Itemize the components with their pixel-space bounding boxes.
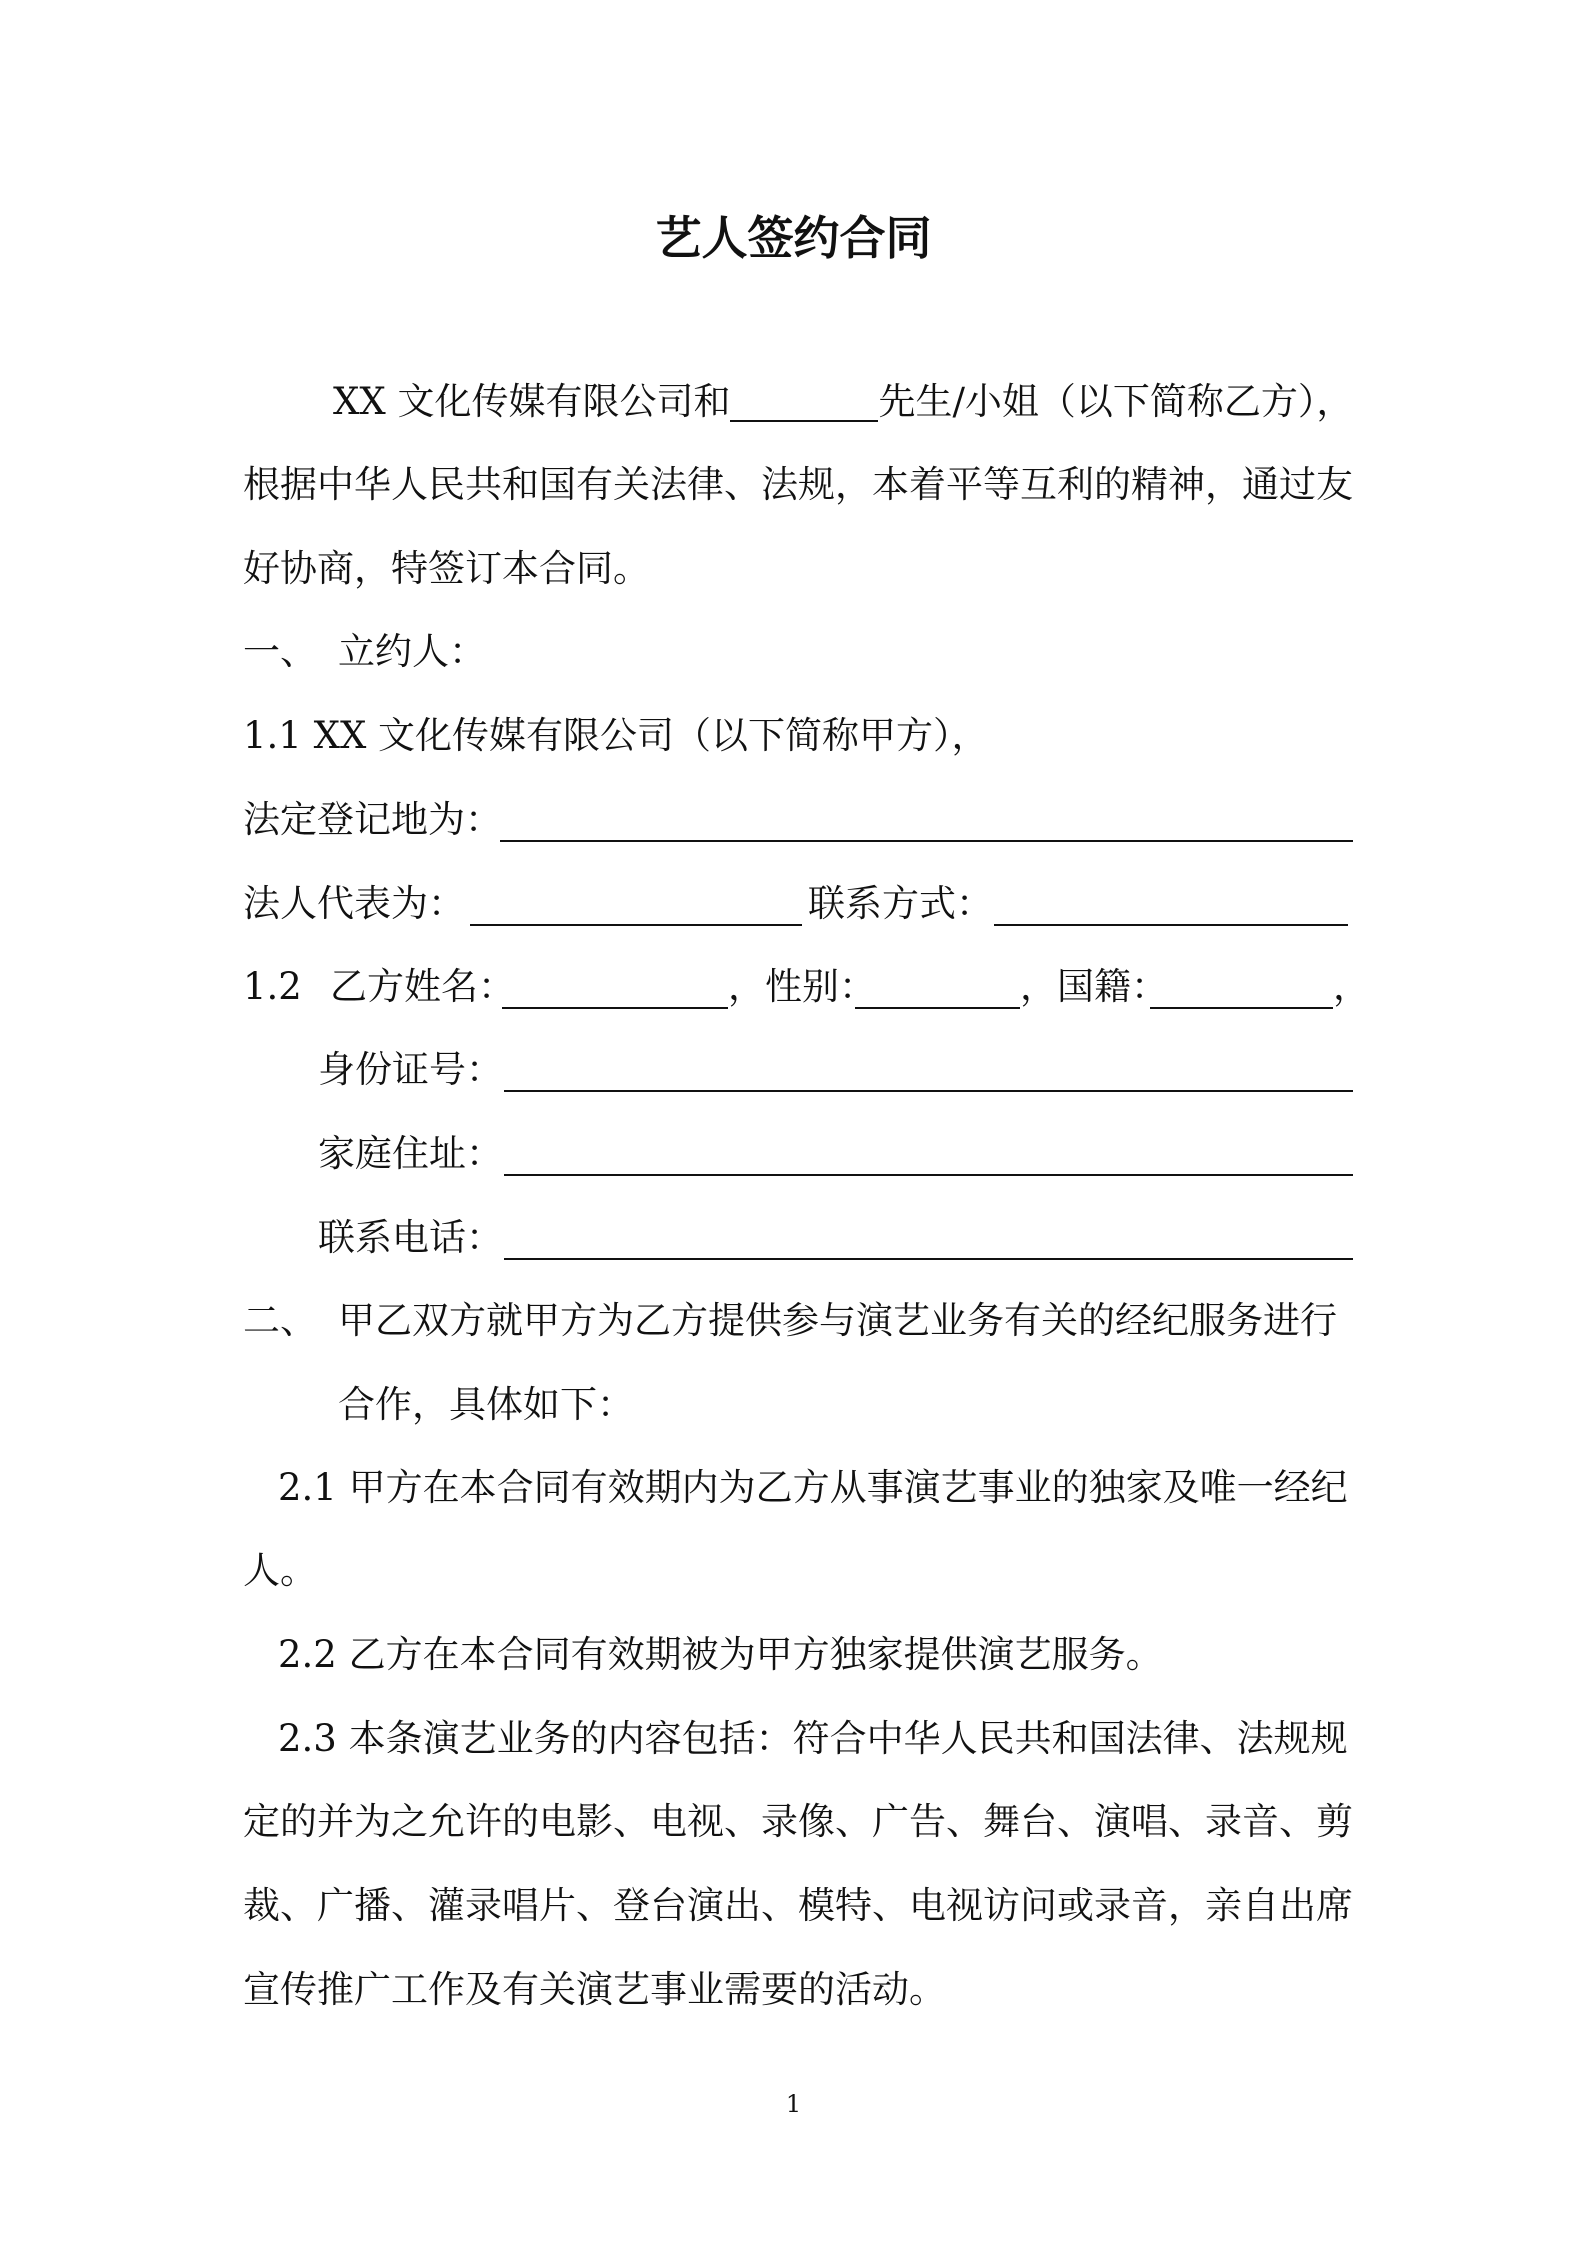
party-b-name-blank	[730, 386, 878, 422]
gender-blank	[855, 973, 1020, 1009]
document-title: 艺人签约合同	[655, 211, 932, 265]
id-number-blank	[504, 1056, 1353, 1092]
phone-blank	[504, 1224, 1353, 1260]
clause-2-3-line-4: 宣传推广工作及有关演艺事业需要的活动。	[243, 1968, 946, 2011]
legal-rep-blank	[470, 890, 802, 926]
line-end-comma: ，	[1333, 965, 1370, 1008]
nationality-label: ，国籍：	[1020, 965, 1168, 1008]
home-address-blank	[504, 1140, 1353, 1176]
party-a-name: XX 文化传媒有限公司和	[333, 380, 731, 423]
clause-1-1: 1.1 XX 文化传媒有限公司（以下简称甲方），	[243, 714, 989, 757]
clause-2-3-line-3: 裁、广播、灌录唱片、登台演出、模特、电视访问或录音，亲自出席	[243, 1884, 1353, 1927]
section-2-heading-line-1: 甲乙双方就甲方为乙方提供参与演艺业务有关的经纪服务进行	[338, 1299, 1337, 1342]
id-number-label: 身份证号：	[318, 1048, 503, 1091]
home-address-label: 家庭住址：	[318, 1132, 503, 1175]
clause-2-1-line-1: 2.1 甲方在本合同有效期内为乙方从事演艺事业的独家及唯一经纪	[278, 1466, 1348, 1509]
contact-blank	[994, 890, 1348, 926]
phone-label: 联系电话：	[318, 1216, 503, 1259]
section-2-heading-line-2: 合作，具体如下：	[338, 1383, 634, 1426]
legal-rep-label: 法人代表为：	[243, 882, 465, 925]
section-1-number: 一、	[243, 630, 317, 673]
registered-address-label: 法定登记地为：	[243, 798, 502, 841]
gender-label: ，性别：	[728, 965, 876, 1008]
registered-address-blank	[500, 806, 1353, 842]
party-b-suffix: 先生/小姐（以下简称乙方），	[878, 380, 1354, 423]
section-1-heading: 立约人：	[338, 630, 486, 673]
section-2-number: 二、	[243, 1299, 317, 1342]
party-b-name-field-blank	[502, 973, 728, 1009]
intro-line-3: 好协商，特签订本合同。	[243, 547, 650, 590]
clause-2-3-line-2: 定的并为之允许的电影、电视、录像、广告、舞台、演唱、录音、剪	[243, 1800, 1353, 1843]
intro-line-2: 根据中华人民共和国有关法律、法规，本着平等互利的精神，通过友	[243, 463, 1353, 506]
clause-2-1-line-2: 人。	[243, 1549, 317, 1592]
clause-2-2: 2.2 乙方在本合同有效期被为甲方独家提供演艺服务。	[278, 1633, 1163, 1676]
clause-2-3-line-1: 2.3 本条演艺业务的内容包括：符合中华人民共和国法律、法规规	[278, 1717, 1348, 1760]
page-number: 1	[785, 2090, 802, 2118]
party-b-name-label: 乙方姓名：	[330, 965, 515, 1008]
intro-line-1	[333, 380, 1353, 424]
clause-1-2-number: 1.2	[243, 965, 302, 1008]
contact-label: 联系方式：	[808, 882, 993, 925]
nationality-blank	[1150, 973, 1333, 1009]
